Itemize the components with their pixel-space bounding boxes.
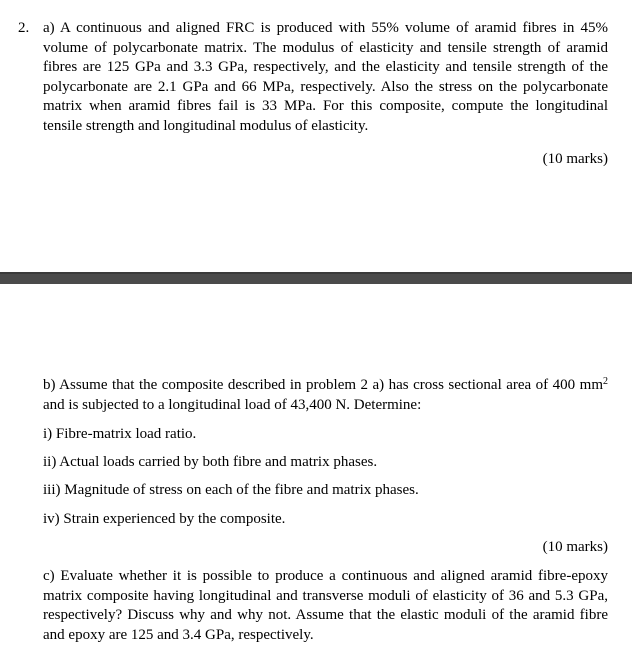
page-divider bbox=[0, 272, 632, 284]
sub-question-iii: iii) Magnitude of stress on each of the fibre and matrix phases. bbox=[43, 482, 419, 498]
sub-question-ii: ii) Actual loads carried by both fibre and matrix phases. bbox=[43, 454, 378, 470]
squared-superscript: 2 bbox=[603, 376, 608, 387]
page-top bbox=[0, 0, 632, 272]
marks-2b: (10 marks) bbox=[542, 539, 608, 555]
question-2b-intro-end: and is subjected to a longitudinal load of 43,400 N. Determine: bbox=[43, 396, 422, 413]
question-2b-intro bbox=[43, 376, 608, 415]
question-2a-text: a) A continuous and aligned FRC is produced with 55% volume of aramid fibres in 45% volume of polycarbonate matrix. The modulus of elasticity and tensile strength of aramid fibres are 125 GPa and 3.3 GPa, respectively, and the elasticity and tensile strength of the polycarbonate are 2.1 GPa and 66 MPa, respectively. Also the stress on the polycarbonate matrix when aramid fibres fail is 33 MPa. For this composite, compute the longitudinal tensile strength and longitudinal modulus of elasticity. bbox=[43, 20, 608, 134]
sub-question-i: i) Fibre-matrix load ratio. bbox=[43, 426, 197, 442]
marks-2a: (10 marks) bbox=[542, 151, 608, 167]
page-bottom bbox=[0, 284, 632, 651]
question-number: 2. bbox=[18, 20, 30, 36]
question-2b-intro-start: b) Assume that the composite described in problem 2 a) has cross sectional area of 400 mm bbox=[43, 377, 603, 393]
sub-question-iv: iv) Strain experienced by the composite. bbox=[43, 511, 286, 527]
question-2c-text: c) Evaluate whether it is possible to produce a continuous and aligned aramid fibre-epoxy matrix composite having longitudinal and transverse moduli of elasticity of 36 and 5.3 GPa, respectively? Discuss why and why not. Assume that the elastic moduli of the aramid fibre and epoxy are 125 and 3.4 GPa, respectively. bbox=[43, 568, 608, 643]
